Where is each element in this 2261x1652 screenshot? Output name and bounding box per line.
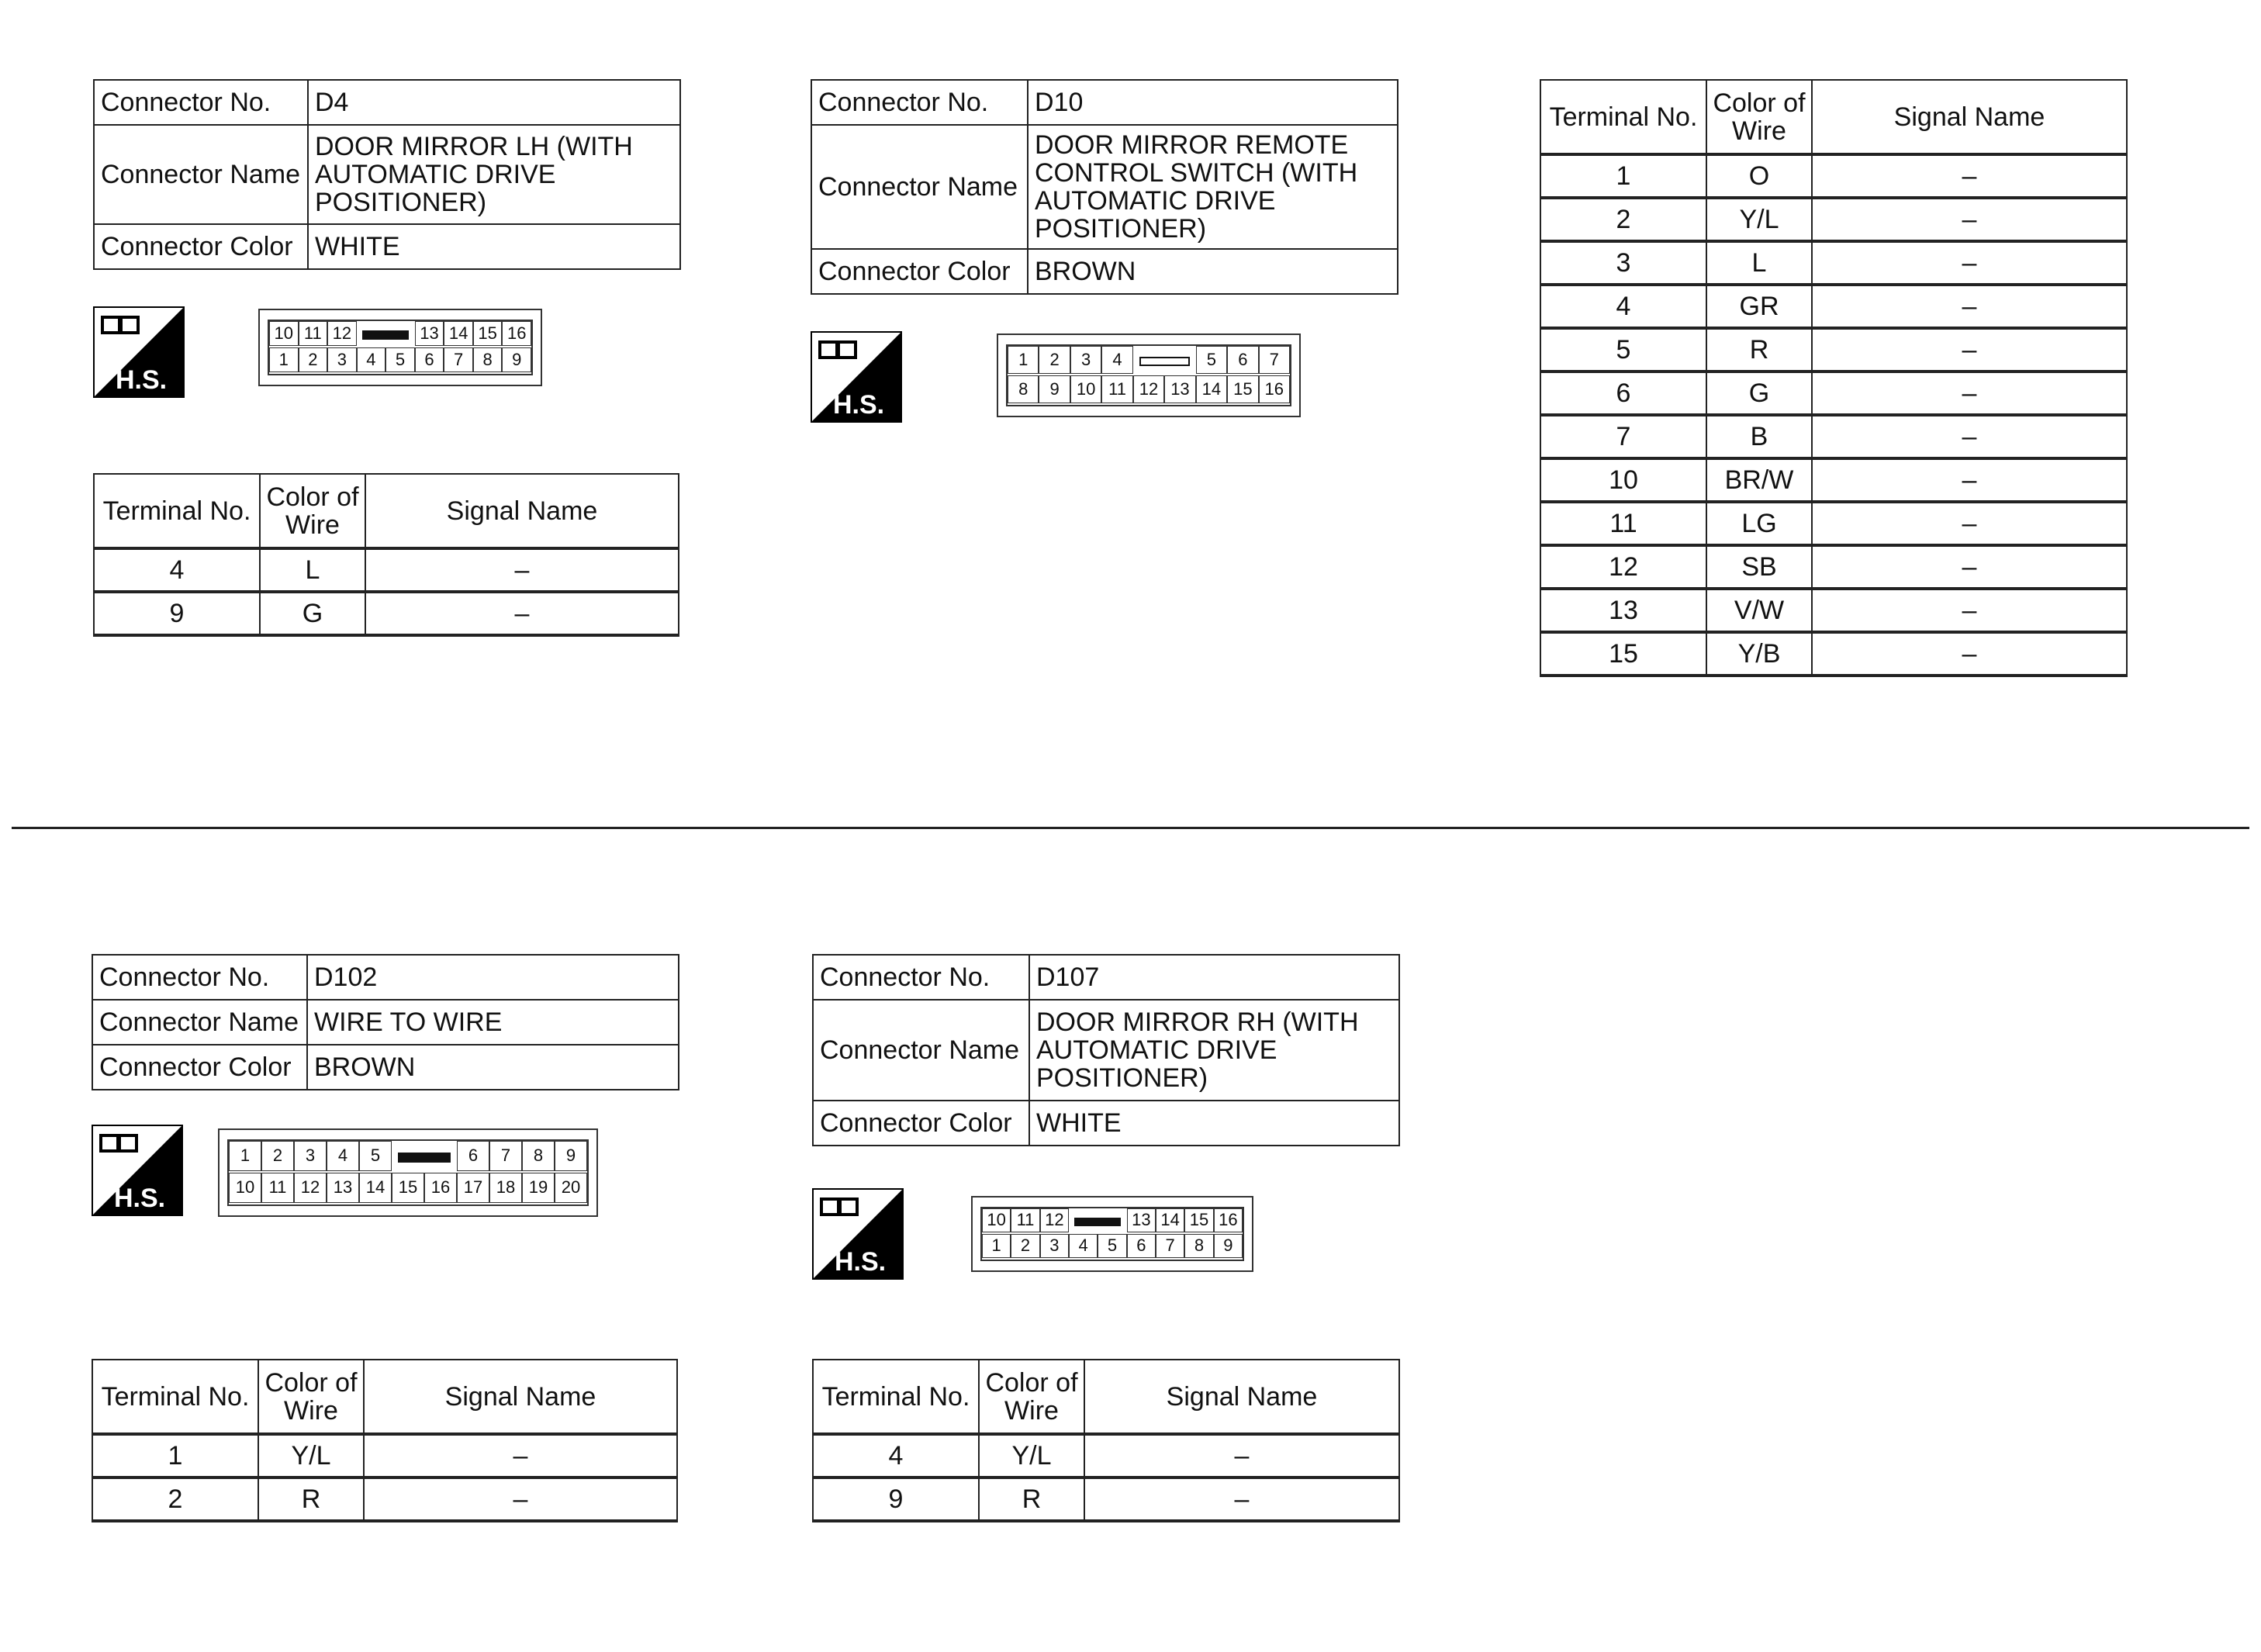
terminal-table-d107 xyxy=(812,1359,1400,1522)
wire-color-cell: L xyxy=(260,548,365,592)
header-signal-name: Signal Name xyxy=(1812,80,2127,154)
signal-name-cell: – xyxy=(1812,415,2127,458)
header-terminal-no: Terminal No. xyxy=(1540,80,1706,154)
terminal-row xyxy=(92,1434,677,1477)
terminal-no-cell: 4 xyxy=(813,1434,979,1477)
wire-color-cell: BR/W xyxy=(1706,458,1812,502)
latch-bar xyxy=(362,330,409,340)
label-connector-no: Connector No. xyxy=(94,80,308,125)
pin-cell: 19 xyxy=(522,1173,555,1203)
pin-cell: 15 xyxy=(1227,375,1258,403)
pin-cell: 11 xyxy=(1101,375,1132,403)
pin-cell: 11 xyxy=(261,1173,294,1203)
signal-name-cell: – xyxy=(1812,372,2127,415)
pin-cell: 3 xyxy=(1040,1234,1069,1258)
connector-name-value: DOOR MIRROR REMOTE CONTROL SWITCH (WITH AUTOMATIC DRIVE POSITIONER) xyxy=(1028,125,1398,249)
terminal-no-cell: 4 xyxy=(1540,285,1706,328)
pin-cell: 14 xyxy=(359,1173,392,1203)
wire-color-cell: B xyxy=(1706,415,1812,458)
terminal-row xyxy=(1540,328,2127,372)
header-color-of-wire: Color of Wire xyxy=(258,1360,364,1434)
pin-cell: 2 xyxy=(1011,1234,1039,1258)
harness-side-icon xyxy=(811,331,902,423)
wire-color-cell: G xyxy=(260,592,365,635)
terminal-row xyxy=(1540,589,2127,632)
connector-face-d102 xyxy=(218,1128,598,1217)
terminal-no-cell: 10 xyxy=(1540,458,1706,502)
pin-cell: 14 xyxy=(1156,1208,1184,1232)
pin-cell: 13 xyxy=(1127,1208,1156,1232)
hs-label: H.S. xyxy=(834,1247,887,1277)
section-divider xyxy=(12,827,2249,829)
label-connector-color: Connector Color xyxy=(813,1101,1029,1146)
pin-cell: 17 xyxy=(457,1173,489,1203)
signal-name-cell: – xyxy=(1812,502,2127,545)
latch-bar xyxy=(1139,357,1190,367)
pin-cell: 9 xyxy=(1214,1234,1243,1258)
signal-name-cell: – xyxy=(1084,1434,1399,1477)
connector-latch xyxy=(1069,1208,1127,1232)
pin-cell: 5 xyxy=(359,1141,392,1171)
terminal-no-cell: 7 xyxy=(1540,415,1706,458)
pin-cell: 6 xyxy=(1127,1234,1156,1258)
header-terminal-no: Terminal No. xyxy=(92,1360,258,1434)
harness-side-icon xyxy=(812,1188,904,1280)
pin-cell: 6 xyxy=(415,347,444,372)
connector-face-d4 xyxy=(258,309,542,386)
pin-cell: 16 xyxy=(502,321,531,346)
label-connector-no: Connector No. xyxy=(92,955,307,1000)
label-connector-no: Connector No. xyxy=(811,80,1028,125)
signal-name-cell: – xyxy=(1812,154,2127,198)
connector-latch xyxy=(357,321,415,346)
pin-cell: 11 xyxy=(299,321,328,346)
wire-color-cell: R xyxy=(979,1477,1084,1521)
connector-color-value: WHITE xyxy=(1029,1101,1399,1146)
latch-bar xyxy=(1074,1218,1121,1226)
label-connector-color: Connector Color xyxy=(94,224,308,269)
signal-name-cell: – xyxy=(1812,632,2127,676)
wire-color-cell: SB xyxy=(1706,545,1812,589)
terminal-row xyxy=(92,1477,677,1521)
pin-cell: 4 xyxy=(1069,1234,1098,1258)
pin-cell: 8 xyxy=(473,347,503,372)
pin-cell: 1 xyxy=(269,347,299,372)
terminal-row xyxy=(813,1434,1399,1477)
wire-color-cell: G xyxy=(1706,372,1812,415)
terminal-no-cell: 1 xyxy=(1540,154,1706,198)
terminal-row xyxy=(1540,415,2127,458)
signal-name-cell: – xyxy=(365,548,679,592)
pin-cell: 9 xyxy=(1039,375,1070,403)
pin-cell: 11 xyxy=(1011,1208,1039,1232)
connector-no-value: D107 xyxy=(1029,955,1399,1000)
pin-cell: 6 xyxy=(1227,346,1258,374)
connector-info-d102 xyxy=(92,954,679,1090)
terminal-row xyxy=(1540,632,2127,676)
wire-color-cell: Y/B xyxy=(1706,632,1812,676)
hs-label: H.S. xyxy=(113,1184,166,1213)
pin-cell: 14 xyxy=(444,321,473,346)
wire-color-cell: Y/L xyxy=(1706,198,1812,241)
terminal-table-d10 xyxy=(1540,79,2128,677)
terminal-row xyxy=(1540,154,2127,198)
harness-side-icon xyxy=(93,306,185,398)
pin-cell: 14 xyxy=(1196,375,1227,403)
label-connector-no: Connector No. xyxy=(813,955,1029,1000)
terminal-no-cell: 9 xyxy=(813,1477,979,1521)
pin-cell: 1 xyxy=(229,1141,261,1171)
wire-color-cell: Y/L xyxy=(979,1434,1084,1477)
terminal-no-cell: 9 xyxy=(94,592,260,635)
terminal-row xyxy=(1540,198,2127,241)
terminal-no-cell: 2 xyxy=(1540,198,1706,241)
pin-cell: 3 xyxy=(327,347,357,372)
pin-cell: 15 xyxy=(473,321,503,346)
signal-name-cell: – xyxy=(1812,198,2127,241)
connector-info-d107 xyxy=(812,954,1400,1146)
header-terminal-no: Terminal No. xyxy=(94,474,260,548)
pin-cell: 5 xyxy=(385,347,415,372)
signal-name-cell: – xyxy=(1812,241,2127,285)
pin-cell: 7 xyxy=(1156,1234,1184,1258)
label-connector-name: Connector Name xyxy=(813,1000,1029,1101)
pin-cell: 16 xyxy=(1259,375,1290,403)
connector-name-value: DOOR MIRROR LH (WITH AUTOMATIC DRIVE POSITIONER) xyxy=(308,125,680,224)
header-color-of-wire: Color of Wire xyxy=(1706,80,1812,154)
terminal-no-cell: 4 xyxy=(94,548,260,592)
connector-face-d107 xyxy=(971,1196,1253,1272)
terminal-table-d4 xyxy=(93,473,679,637)
pin-cell: 16 xyxy=(424,1173,457,1203)
signal-name-cell: – xyxy=(364,1477,677,1521)
pin-cell: 13 xyxy=(327,1173,359,1203)
pin-cell: 12 xyxy=(294,1173,327,1203)
terminal-row xyxy=(1540,545,2127,589)
label-connector-color: Connector Color xyxy=(92,1045,307,1090)
pin-cell: 12 xyxy=(1133,375,1164,403)
hs-label: H.S. xyxy=(115,365,168,395)
signal-name-cell: – xyxy=(1812,285,2127,328)
connector-latch xyxy=(1133,346,1196,374)
terminal-row xyxy=(813,1477,1399,1521)
latch-bar xyxy=(398,1153,450,1163)
header-signal-name: Signal Name xyxy=(365,474,679,548)
terminal-no-cell: 13 xyxy=(1540,589,1706,632)
terminal-table-d102 xyxy=(92,1359,678,1522)
label-connector-name: Connector Name xyxy=(92,1000,307,1045)
wire-color-cell: R xyxy=(1706,328,1812,372)
hs-label: H.S. xyxy=(832,390,885,420)
pin-cell: 9 xyxy=(502,347,531,372)
pin-cell: 4 xyxy=(327,1141,359,1171)
connector-name-value: WIRE TO WIRE xyxy=(307,1000,679,1045)
connector-latch xyxy=(392,1141,457,1171)
pin-cell: 16 xyxy=(1214,1208,1243,1232)
connector-info-d4 xyxy=(93,79,681,270)
connector-no-value: D102 xyxy=(307,955,679,1000)
signal-name-cell: – xyxy=(1812,589,2127,632)
pin-cell: 3 xyxy=(294,1141,327,1171)
terminal-row xyxy=(94,548,679,592)
terminal-row xyxy=(1540,502,2127,545)
terminal-row xyxy=(1540,372,2127,415)
signal-name-cell: – xyxy=(1812,328,2127,372)
pin-cell: 5 xyxy=(1196,346,1227,374)
signal-name-cell: – xyxy=(1812,545,2127,589)
terminal-no-cell: 15 xyxy=(1540,632,1706,676)
header-signal-name: Signal Name xyxy=(364,1360,677,1434)
label-connector-name: Connector Name xyxy=(811,125,1028,249)
connector-name-value: DOOR MIRROR RH (WITH AUTOMATIC DRIVE POSITIONER) xyxy=(1029,1000,1399,1101)
pin-cell: 18 xyxy=(489,1173,522,1203)
signal-name-cell: – xyxy=(365,592,679,635)
wire-color-cell: Y/L xyxy=(258,1434,364,1477)
connector-no-value: D4 xyxy=(308,80,680,125)
wire-color-cell: L xyxy=(1706,241,1812,285)
pin-cell: 6 xyxy=(457,1141,489,1171)
pin-cell: 5 xyxy=(1098,1234,1126,1258)
wire-color-cell: LG xyxy=(1706,502,1812,545)
pin-cell: 2 xyxy=(1039,346,1070,374)
connector-color-value: BROWN xyxy=(307,1045,679,1090)
pin-cell: 4 xyxy=(1101,346,1132,374)
terminal-no-cell: 1 xyxy=(92,1434,258,1477)
signal-name-cell: – xyxy=(1812,458,2127,502)
terminal-no-cell: 2 xyxy=(92,1477,258,1521)
pin-cell: 15 xyxy=(392,1173,424,1203)
terminal-no-cell: 11 xyxy=(1540,502,1706,545)
pin-cell: 10 xyxy=(1070,375,1101,403)
pin-cell: 10 xyxy=(229,1173,261,1203)
pin-cell: 1 xyxy=(1008,346,1039,374)
connector-color-value: BROWN xyxy=(1028,249,1398,294)
pin-cell: 12 xyxy=(327,321,357,346)
terminal-row xyxy=(1540,458,2127,502)
header-signal-name: Signal Name xyxy=(1084,1360,1399,1434)
pin-cell: 2 xyxy=(261,1141,294,1171)
wire-color-cell: O xyxy=(1706,154,1812,198)
signal-name-cell: – xyxy=(364,1434,677,1477)
pin-cell: 20 xyxy=(555,1173,587,1203)
wire-color-cell: R xyxy=(258,1477,364,1521)
wire-color-cell: V/W xyxy=(1706,589,1812,632)
header-color-of-wire: Color of Wire xyxy=(979,1360,1084,1434)
pin-cell: 8 xyxy=(1008,375,1039,403)
terminal-no-cell: 6 xyxy=(1540,372,1706,415)
header-color-of-wire: Color of Wire xyxy=(260,474,365,548)
terminal-row xyxy=(1540,241,2127,285)
connector-no-value: D10 xyxy=(1028,80,1398,125)
label-connector-color: Connector Color xyxy=(811,249,1028,294)
pin-cell: 12 xyxy=(1040,1208,1069,1232)
pin-cell: 3 xyxy=(1070,346,1101,374)
pin-cell: 7 xyxy=(444,347,473,372)
pin-cell: 7 xyxy=(1259,346,1290,374)
terminal-no-cell: 5 xyxy=(1540,328,1706,372)
pin-cell: 13 xyxy=(1164,375,1195,403)
pin-cell: 4 xyxy=(357,347,386,372)
terminal-row xyxy=(94,592,679,635)
connector-color-value: WHITE xyxy=(308,224,680,269)
connector-info-d10 xyxy=(811,79,1398,295)
header-terminal-no: Terminal No. xyxy=(813,1360,979,1434)
pin-cell: 13 xyxy=(415,321,444,346)
pin-cell: 10 xyxy=(982,1208,1011,1232)
pin-cell: 8 xyxy=(1184,1234,1213,1258)
wire-color-cell: GR xyxy=(1706,285,1812,328)
pin-cell: 10 xyxy=(269,321,299,346)
pin-cell: 9 xyxy=(555,1141,587,1171)
terminal-no-cell: 12 xyxy=(1540,545,1706,589)
terminal-row xyxy=(1540,285,2127,328)
pin-cell: 15 xyxy=(1184,1208,1213,1232)
pin-cell: 7 xyxy=(489,1141,522,1171)
signal-name-cell: – xyxy=(1084,1477,1399,1521)
label-connector-name: Connector Name xyxy=(94,125,308,224)
pin-cell: 1 xyxy=(982,1234,1011,1258)
terminal-no-cell: 3 xyxy=(1540,241,1706,285)
pin-cell: 8 xyxy=(522,1141,555,1171)
harness-side-icon xyxy=(92,1125,183,1216)
connector-face-d10 xyxy=(997,334,1301,417)
pin-cell: 2 xyxy=(299,347,328,372)
